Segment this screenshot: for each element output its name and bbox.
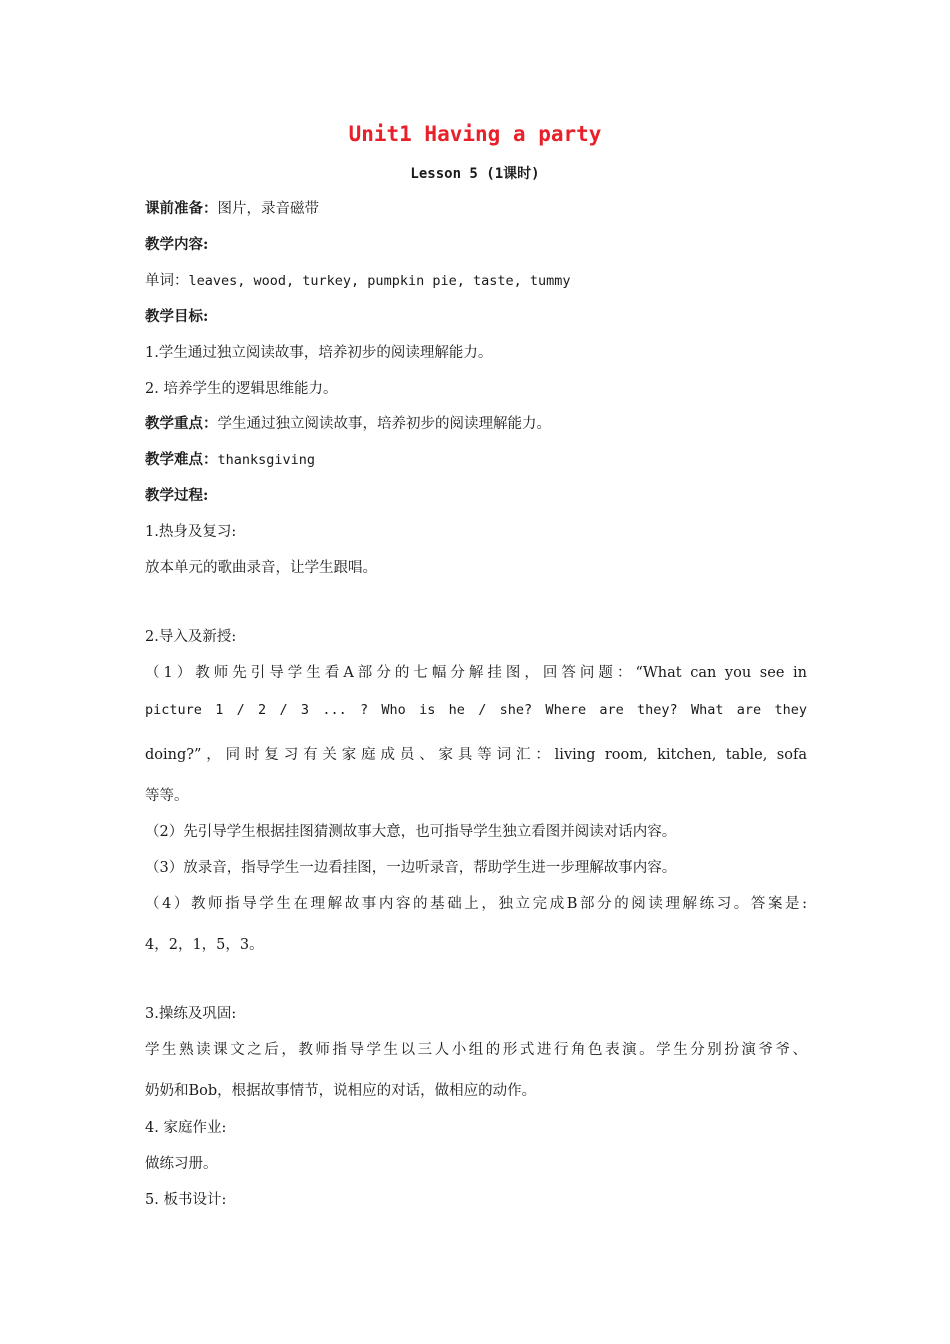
step1-heading: 1.热身及复习: bbox=[145, 524, 237, 540]
step2-paragraph1-line3: doing?”，同时复习有关家庭成员、家具等词汇：living room, kitchen, table, sofa bbox=[145, 747, 807, 763]
step2-paragraph1-line2: picture 1 / 2 / 3 ... ? Who is he / she? Where are they? What are they bbox=[145, 702, 807, 718]
step2-paragraph4-line2: 4，2，1，5，3。 bbox=[145, 937, 264, 953]
step3-line1: 学生熟读课文之后，教师指导学生以三人小组的形式进行角色表演。学生分别扮演爷爷、 bbox=[145, 1042, 807, 1058]
step2-paragraph2: （2）先引导学生根据挂图猜测故事大意，也可指导学生独立看图并阅读对话内容。 bbox=[145, 824, 677, 840]
goal-2: 2. 培养学生的逻辑思维能力。 bbox=[145, 381, 338, 397]
step4-text: 做练习册。 bbox=[145, 1156, 218, 1172]
step2-paragraph3: （3）放录音，指导学生一边看挂图，一边听录音，帮助学生进一步理解故事内容。 bbox=[145, 860, 677, 876]
key-point-value: 学生通过独立阅读故事，培养初步的阅读理解能力。 bbox=[217, 416, 551, 432]
difficulty-line bbox=[145, 448, 807, 469]
vocab-label: 单词： bbox=[145, 273, 189, 289]
key-point-line bbox=[145, 412, 807, 433]
prep-value: 图片，录音磁带 bbox=[217, 201, 319, 217]
step2-paragraph1-line4: 等等。 bbox=[145, 788, 189, 804]
step2-paragraph4-line1: （4）教师指导学生在理解故事内容的基础上，独立完成B部分的阅读理解练习。答案是: bbox=[145, 896, 807, 912]
step1-text: 放本单元的歌曲录音，让学生跟唱。 bbox=[145, 560, 377, 576]
difficulty-value: thanksgiving bbox=[217, 452, 316, 468]
step3-line2: 奶奶和Bob，根据故事情节，说相应的对话，做相应的动作。 bbox=[145, 1083, 537, 1099]
unit-title: Unit1 Having a party bbox=[348, 122, 602, 146]
step2-heading: 2.导入及新授: bbox=[145, 629, 237, 645]
vocab-value: leaves, wood, turkey, pumpkin pie, taste, tummy bbox=[188, 273, 571, 289]
step5-heading: 5. 板书设计: bbox=[145, 1192, 227, 1208]
goals-heading: 教学目标: bbox=[145, 308, 209, 325]
goal-1: 1.学生通过独立阅读故事，培养初步的阅读理解能力。 bbox=[145, 345, 493, 361]
step2-paragraph1-line1: （1）教师先引导学生看A部分的七幅分解挂图，回答问题：“What can you see in bbox=[145, 665, 807, 681]
vocab-line bbox=[145, 269, 807, 290]
process-heading: 教学过程: bbox=[145, 487, 209, 504]
prep-label: 课前准备： bbox=[145, 200, 218, 217]
step3-heading: 3.操练及巩固: bbox=[145, 1006, 237, 1022]
difficulty-label: 教学难点： bbox=[145, 451, 218, 468]
content-heading: 教学内容: bbox=[145, 236, 209, 253]
lesson-subtitle: Lesson 5 (1课时) bbox=[410, 166, 540, 182]
prep-line bbox=[145, 197, 807, 218]
step4-heading: 4. 家庭作业: bbox=[145, 1120, 227, 1136]
key-point-label: 教学重点： bbox=[145, 415, 218, 432]
